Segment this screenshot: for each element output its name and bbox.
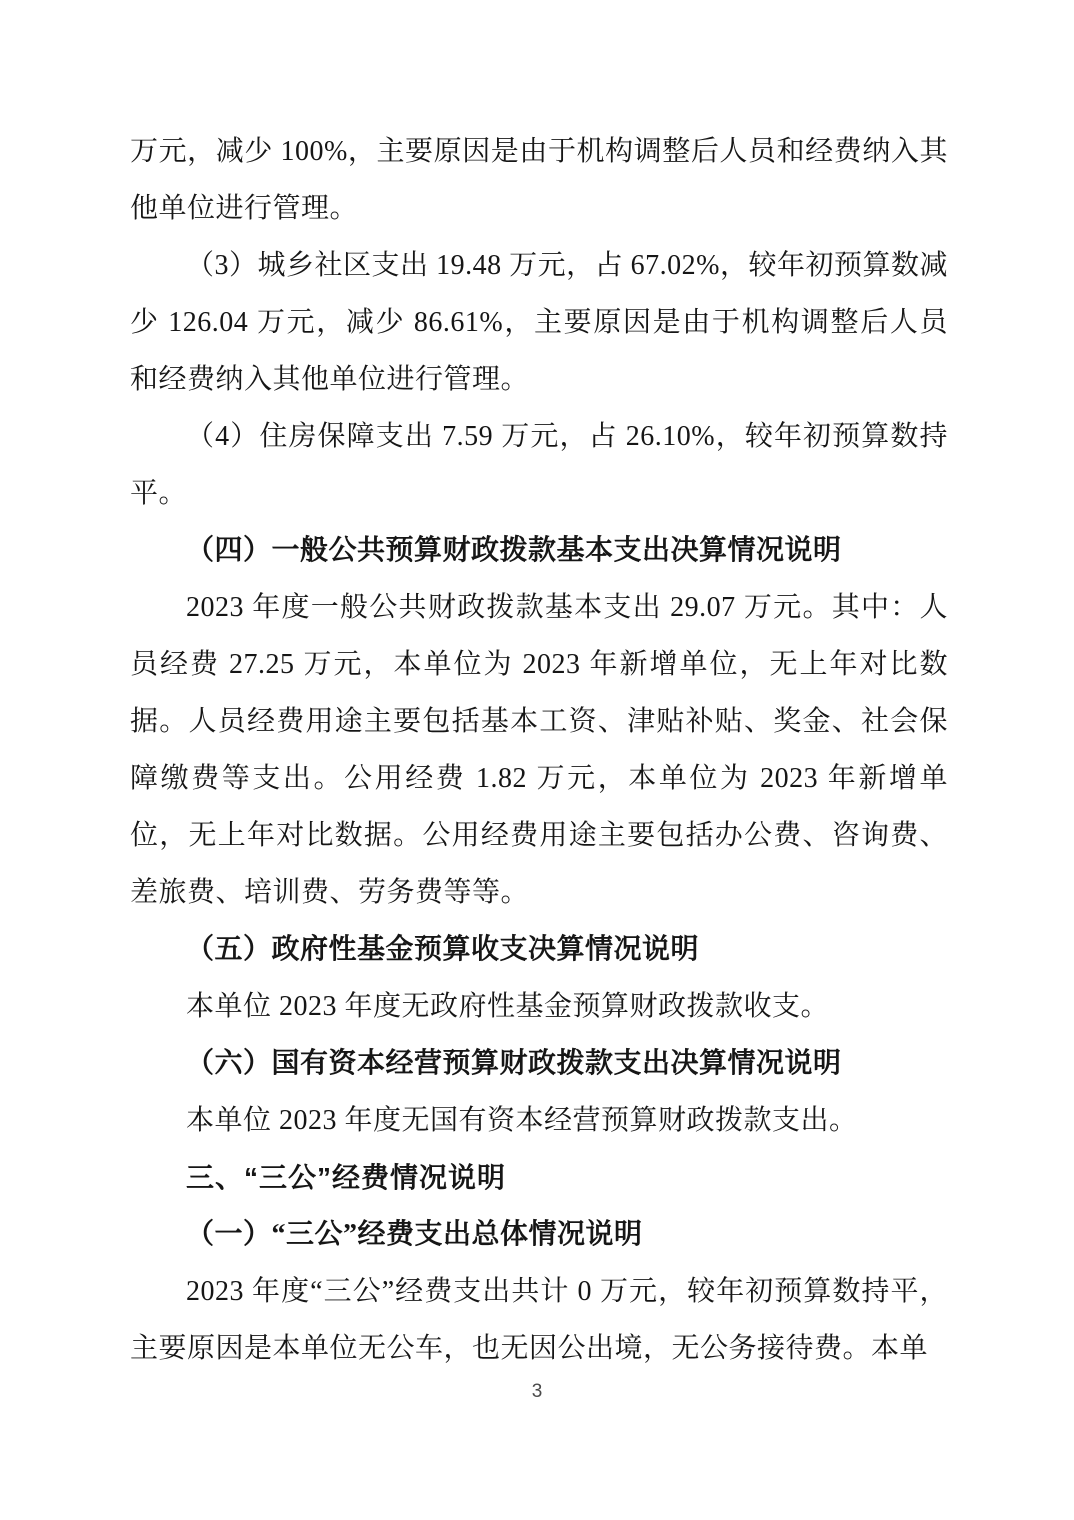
body-paragraph-three-public: 2023 年度“三公”经费支出共计 0 万元，较年初预算数持平，主要原因是本单位无公车，也无因公出境，无公务接待费。本单 [130, 1276, 948, 1364]
section-heading-3-1: （一）“三公”经费支出总体情况说明 [186, 1219, 643, 1250]
body-paragraph-continuation: 万元，减少 100%，主要原因是由于机构调整后人员和经费纳入其他单位进行管理。 [130, 136, 948, 224]
section-heading-6: （六）国有资本经营预算财政拨款支出决算情况说明 [186, 1048, 842, 1079]
body-paragraph-gov-fund: 本单位 2023 年度无政府性基金预算财政拨款收支。 [186, 991, 830, 1022]
chapter-heading-3: 三、“三公”经费情况说明 [186, 1162, 507, 1193]
page-footer [0, 1378, 1074, 1406]
page-number: 3 [531, 1381, 543, 1402]
body-paragraph-basic-expenditure: 2023 年度一般公共财政拨款基本支出 29.07 万元。其中：人员经费 27.25 万元，本单位为 2023 年新增单位，无上年对比数据。人员经费用途主要包括基本工资、津贴补贴、奖金、社会保障缴费等支出。公用经费 1.82 万元，本单位为 2023 年新增单位，无上年对比数据。公用经费用途主要包括办公费、咨询费、差旅费、培训费、劳务费等等。 [130, 592, 948, 908]
body-paragraph-state-capital: 本单位 2023 年度无国有资本经营预算财政拨款支出。 [186, 1105, 858, 1136]
document-content [130, 123, 948, 1377]
section-heading-5: （五）政府性基金预算收支决算情况说明 [186, 934, 700, 965]
body-paragraph-item-4: （4）住房保障支出 7.59 万元，占 26.10%，较年初预算数持平。 [130, 421, 948, 509]
body-paragraph-item-3: （3）城乡社区支出 19.48 万元，占 67.02%，较年初预算数减少 126.04 万元，减少 86.61%，主要原因是由于机构调整后人员和经费纳入其他单位进行管理。 [130, 250, 948, 395]
section-heading-4: （四）一般公共预算财政拨款基本支出决算情况说明 [186, 535, 842, 566]
